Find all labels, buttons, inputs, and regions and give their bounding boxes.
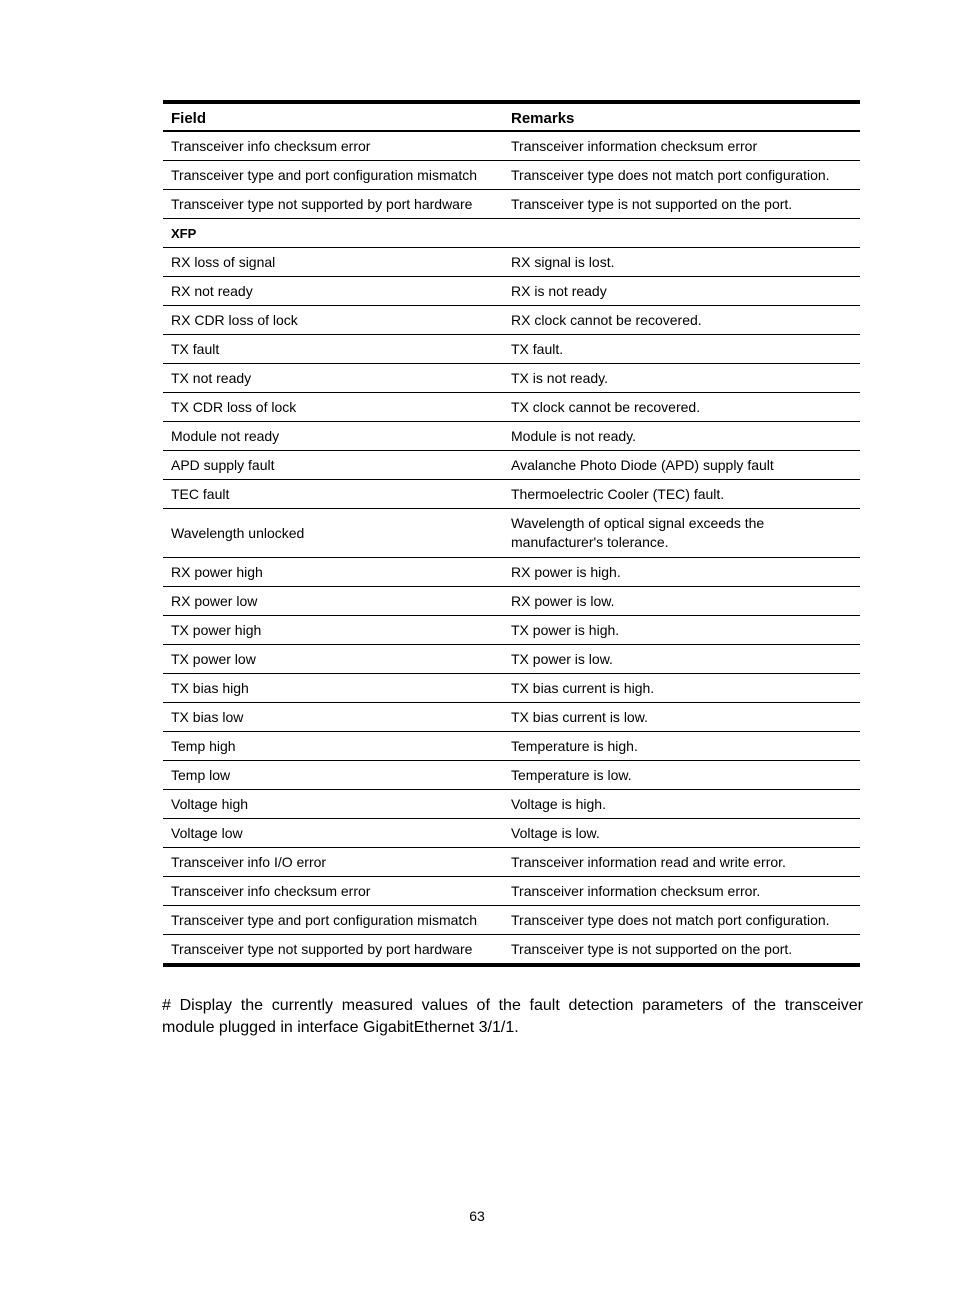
field-cell: TX fault [163, 335, 503, 364]
remarks-cell: Transceiver type is not supported on the port. [503, 190, 860, 219]
table-row [163, 790, 860, 819]
remarks-cell: TX power is low. [503, 645, 860, 674]
remarks-cell: Transceiver type does not match port configuration. [503, 161, 860, 190]
table-row [163, 248, 860, 277]
field-cell: TX bias low [163, 703, 503, 732]
remarks-cell: RX signal is lost. [503, 248, 860, 277]
table-row [163, 480, 860, 509]
table-header-row [163, 102, 860, 131]
field-cell: Voltage low [163, 819, 503, 848]
field-cell: APD supply fault [163, 451, 503, 480]
remarks-cell: RX power is high. [503, 558, 860, 587]
remarks-cell: Transceiver information checksum error [503, 131, 860, 161]
table-row [163, 364, 860, 393]
remarks-cell: Transceiver type is not supported on the port. [503, 935, 860, 966]
remarks-cell: TX clock cannot be recovered. [503, 393, 860, 422]
table-row [163, 161, 860, 190]
table-row [163, 587, 860, 616]
field-cell: Transceiver info I/O error [163, 848, 503, 877]
remarks-cell: Temperature is low. [503, 761, 860, 790]
table-row [163, 451, 860, 480]
table-row [163, 819, 860, 848]
remarks-cell: Transceiver type does not match port configuration. [503, 906, 860, 935]
remarks-cell: Module is not ready. [503, 422, 860, 451]
field-cell: TEC fault [163, 480, 503, 509]
remarks-cell: RX is not ready [503, 277, 860, 306]
table-row [163, 761, 860, 790]
remarks-cell: Wavelength of optical signal exceeds the manufacturer's tolerance. [503, 509, 860, 558]
field-remarks-table [163, 100, 860, 967]
remarks-cell: TX bias current is high. [503, 674, 860, 703]
table-row [163, 558, 860, 587]
field-cell: RX power low [163, 587, 503, 616]
page-number: 63 [469, 1208, 485, 1224]
table-section-row [163, 219, 860, 248]
remarks-cell: Voltage is low. [503, 819, 860, 848]
field-cell: RX CDR loss of lock [163, 306, 503, 335]
table-row [163, 277, 860, 306]
remarks-cell: Voltage is high. [503, 790, 860, 819]
table-row [163, 645, 860, 674]
table-row [163, 703, 860, 732]
field-cell: TX CDR loss of lock [163, 393, 503, 422]
remarks-cell: Transceiver information checksum error. [503, 877, 860, 906]
remarks-cell: TX power is high. [503, 616, 860, 645]
table-row [163, 935, 860, 966]
body-paragraph: # Display the currently measured values of the fault detection parameters of the transceiver module plugged in interface GigabitEthernet 3/1/1. [162, 997, 863, 1036]
table-row [163, 674, 860, 703]
field-cell: Temp high [163, 732, 503, 761]
field-cell: Module not ready [163, 422, 503, 451]
table-row [163, 877, 860, 906]
field-cell: Transceiver info checksum error [163, 877, 503, 906]
field-cell: XFP [163, 219, 503, 248]
table-body [163, 131, 860, 965]
remarks-cell: RX power is low. [503, 587, 860, 616]
field-cell: TX bias high [163, 674, 503, 703]
table-row [163, 616, 860, 645]
header-field: Field [163, 102, 503, 131]
table-row [163, 393, 860, 422]
field-cell: Transceiver type and port configuration mismatch [163, 161, 503, 190]
remarks-cell [503, 219, 860, 248]
table-row [163, 335, 860, 364]
remarks-cell: TX fault. [503, 335, 860, 364]
field-cell: Transceiver type not supported by port hardware [163, 935, 503, 966]
field-cell: Voltage high [163, 790, 503, 819]
table-row [163, 906, 860, 935]
field-cell: RX loss of signal [163, 248, 503, 277]
field-cell: TX power low [163, 645, 503, 674]
table-row [163, 190, 860, 219]
field-cell: Transceiver type not supported by port hardware [163, 190, 503, 219]
table-row [163, 131, 860, 161]
field-cell: Wavelength unlocked [163, 509, 503, 558]
field-cell: Temp low [163, 761, 503, 790]
remarks-cell: Avalanche Photo Diode (APD) supply fault [503, 451, 860, 480]
field-cell: TX not ready [163, 364, 503, 393]
table-row [163, 509, 860, 558]
table-row [163, 422, 860, 451]
remarks-cell: Transceiver information read and write error. [503, 848, 860, 877]
field-cell: TX power high [163, 616, 503, 645]
remarks-cell: TX is not ready. [503, 364, 860, 393]
remarks-cell: RX clock cannot be recovered. [503, 306, 860, 335]
remarks-cell: Thermoelectric Cooler (TEC) fault. [503, 480, 860, 509]
table-row [163, 306, 860, 335]
header-remarks: Remarks [503, 102, 860, 131]
field-cell: RX not ready [163, 277, 503, 306]
remarks-cell: TX bias current is low. [503, 703, 860, 732]
field-cell: RX power high [163, 558, 503, 587]
field-cell: Transceiver type and port configuration mismatch [163, 906, 503, 935]
table-row [163, 732, 860, 761]
field-cell: Transceiver info checksum error [163, 131, 503, 161]
remarks-cell: Temperature is high. [503, 732, 860, 761]
table-row [163, 848, 860, 877]
